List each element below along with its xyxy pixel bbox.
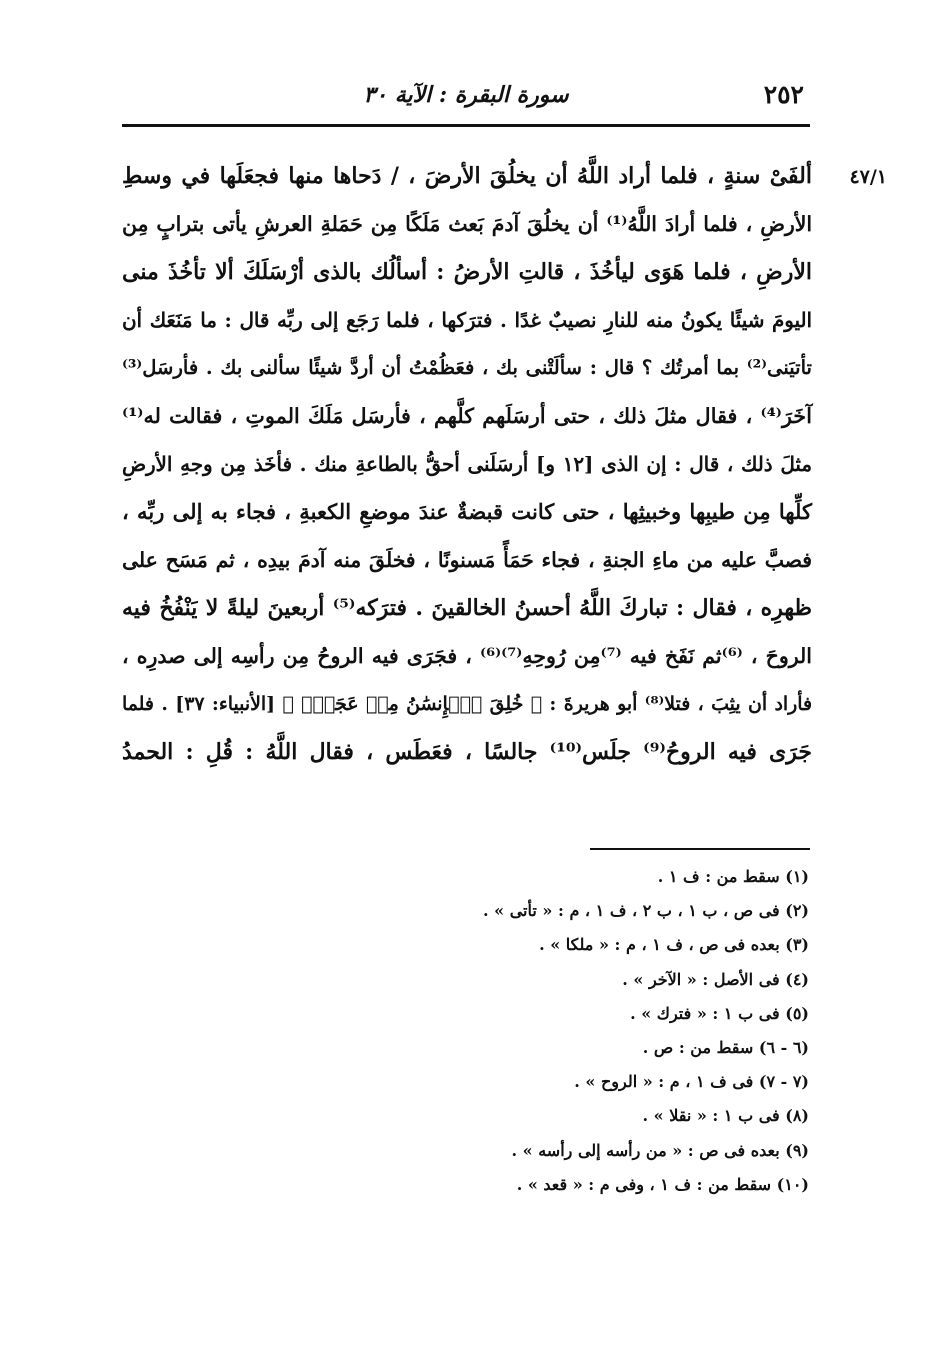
margin-reference: ٤٧/١ [849,166,887,188]
footnote: (٨) فى ب ١ : « نقلا » . [642,1106,809,1126]
text-line: الروحَ ، ⁽⁶⁾ثم نَفَخ فيه ⁽⁷⁾مِن رُوحِهِ⁽⁷⁾⁽⁶⁾ ، فجَرَى فيه الروحُ مِن رأسِه إلى صدرِه ، [122,644,813,668]
running-title: سورة البقرة : الآية ٣٠ [363,82,569,108]
footnote-separator [590,848,810,850]
footnote: (١) سقط من : ف ١ . [657,867,809,886]
page-number: ٢٥٢ [763,80,804,109]
text-line: مثلَ ذلك ، قال : إن الذى [١٢ و] أرسَلَنى أحقُّ بالطاعةِ منك . فأخَذ مِن وجهِ الأرضِ [122,452,812,476]
footnote: (١٠) سقط من : ف ١ ، وفى م : « قعد » . [516,1174,809,1194]
text-line: تأتيَنى⁽²⁾ بما أمرتُك ؟ قال : سألَتْنى بك ، فعَظُمْتُ أن أردَّ شيئًا سألنى بك . فأرسَل⁽³⁾ [122,356,812,379]
text-line: فأراد أن يثِبَ ، فتلا⁽⁸⁾ أبو هريرةَ : ﴿ خُلِقَ ٱلۡإِنسَٰنُ مِنۡ عَجَلٍۚ ﴾ [الأنبياء: ٣٧] . فلما [122,693,813,715]
text-line: كلِّها مِن طيبِها وخبيثِها ، حتى كانت قبضةٌ عندَ موضعِ الكعبةِ ، فجاء به إلى ربِّه ، [122,499,812,524]
text-line: اليومَ شيئًا يكونُ منه للنارِ نصيبٌ غدًا . فترَكها ، فلما رَجَع إلى ربِّه قال : ما مَنَعَك أن [122,308,812,332]
footnote: (٥) فى ب ١ : « فترك » . [630,1003,809,1023]
footnote: (٧ - ٧) فى ف ١ ، م : « الروح » . [574,1072,809,1092]
text-line: الأرضِ ، فلما هَوَى ليأخُذَ ، قالتِ الأرضُ : أسألُك بالذى أرْسَلَكَ ألا تأخُذَ منى [122,259,812,285]
footnote: (٦ - ٦) سقط من : ص . [642,1037,809,1057]
body-text [122,152,812,776]
page-header [122,70,810,118]
text-line: ألفَىْ سنةٍ ، فلما أراد اللَّهُ أن يخلُقَ الأرضَ ، / دَحاها منها فجعَلَها في وسطِ [122,163,812,189]
footnote: (٢) فى ص ، ب ١ ، ب ٢ ، ف ١ ، م : « تأتى » . [483,901,809,921]
text-line: فصبَّ عليه من ماءِ الجنةِ ، فجاء حَمَأً مَسنونًا ، فخلَقَ منه آدمَ بيدِه ، ثم مَسَح على [122,548,812,572]
footnote: (٤) فى الأصل : « الآخر » . [622,969,809,989]
text-line: جَرَى فيه الروحُ⁽⁹⁾ جلَس⁽¹⁰⁾ جالسًا ، فعَطَس ، فقال اللَّهُ : قُلِ : الحمدُ [122,739,812,765]
footnotes [249,860,809,1202]
footnote: (٩) بعده فى ص : « من رأسه إلى رأسه » . [511,1140,809,1160]
text-line: الأرضِ ، فلما أرادَ اللَّهُ⁽¹⁾ أن يخلُقَ آدمَ بَعث مَلَكًا مِن حَمَلةِ العرشِ يأتى بترابٍ مِن [122,212,812,236]
footnote: (٣) بعده فى ص ، ف ١ ، م : « ملكا » . [539,935,809,955]
text-line: ظهرِه ، فقال : تباركَ اللَّهُ أحسنُ الخالقينَ . فترَكه⁽⁵⁾ أربعينَ ليلةً لا يَنْفُخُ فيه [122,595,812,621]
text-line: آخَرَ⁽⁴⁾ ، فقال مثلَ ذلك ، حتى أرسَلَهم كلَّهم ، فأرسَل مَلَكَ الموتِ ، فقالت له⁽¹⁾ [122,404,812,428]
header-rule [122,124,810,127]
